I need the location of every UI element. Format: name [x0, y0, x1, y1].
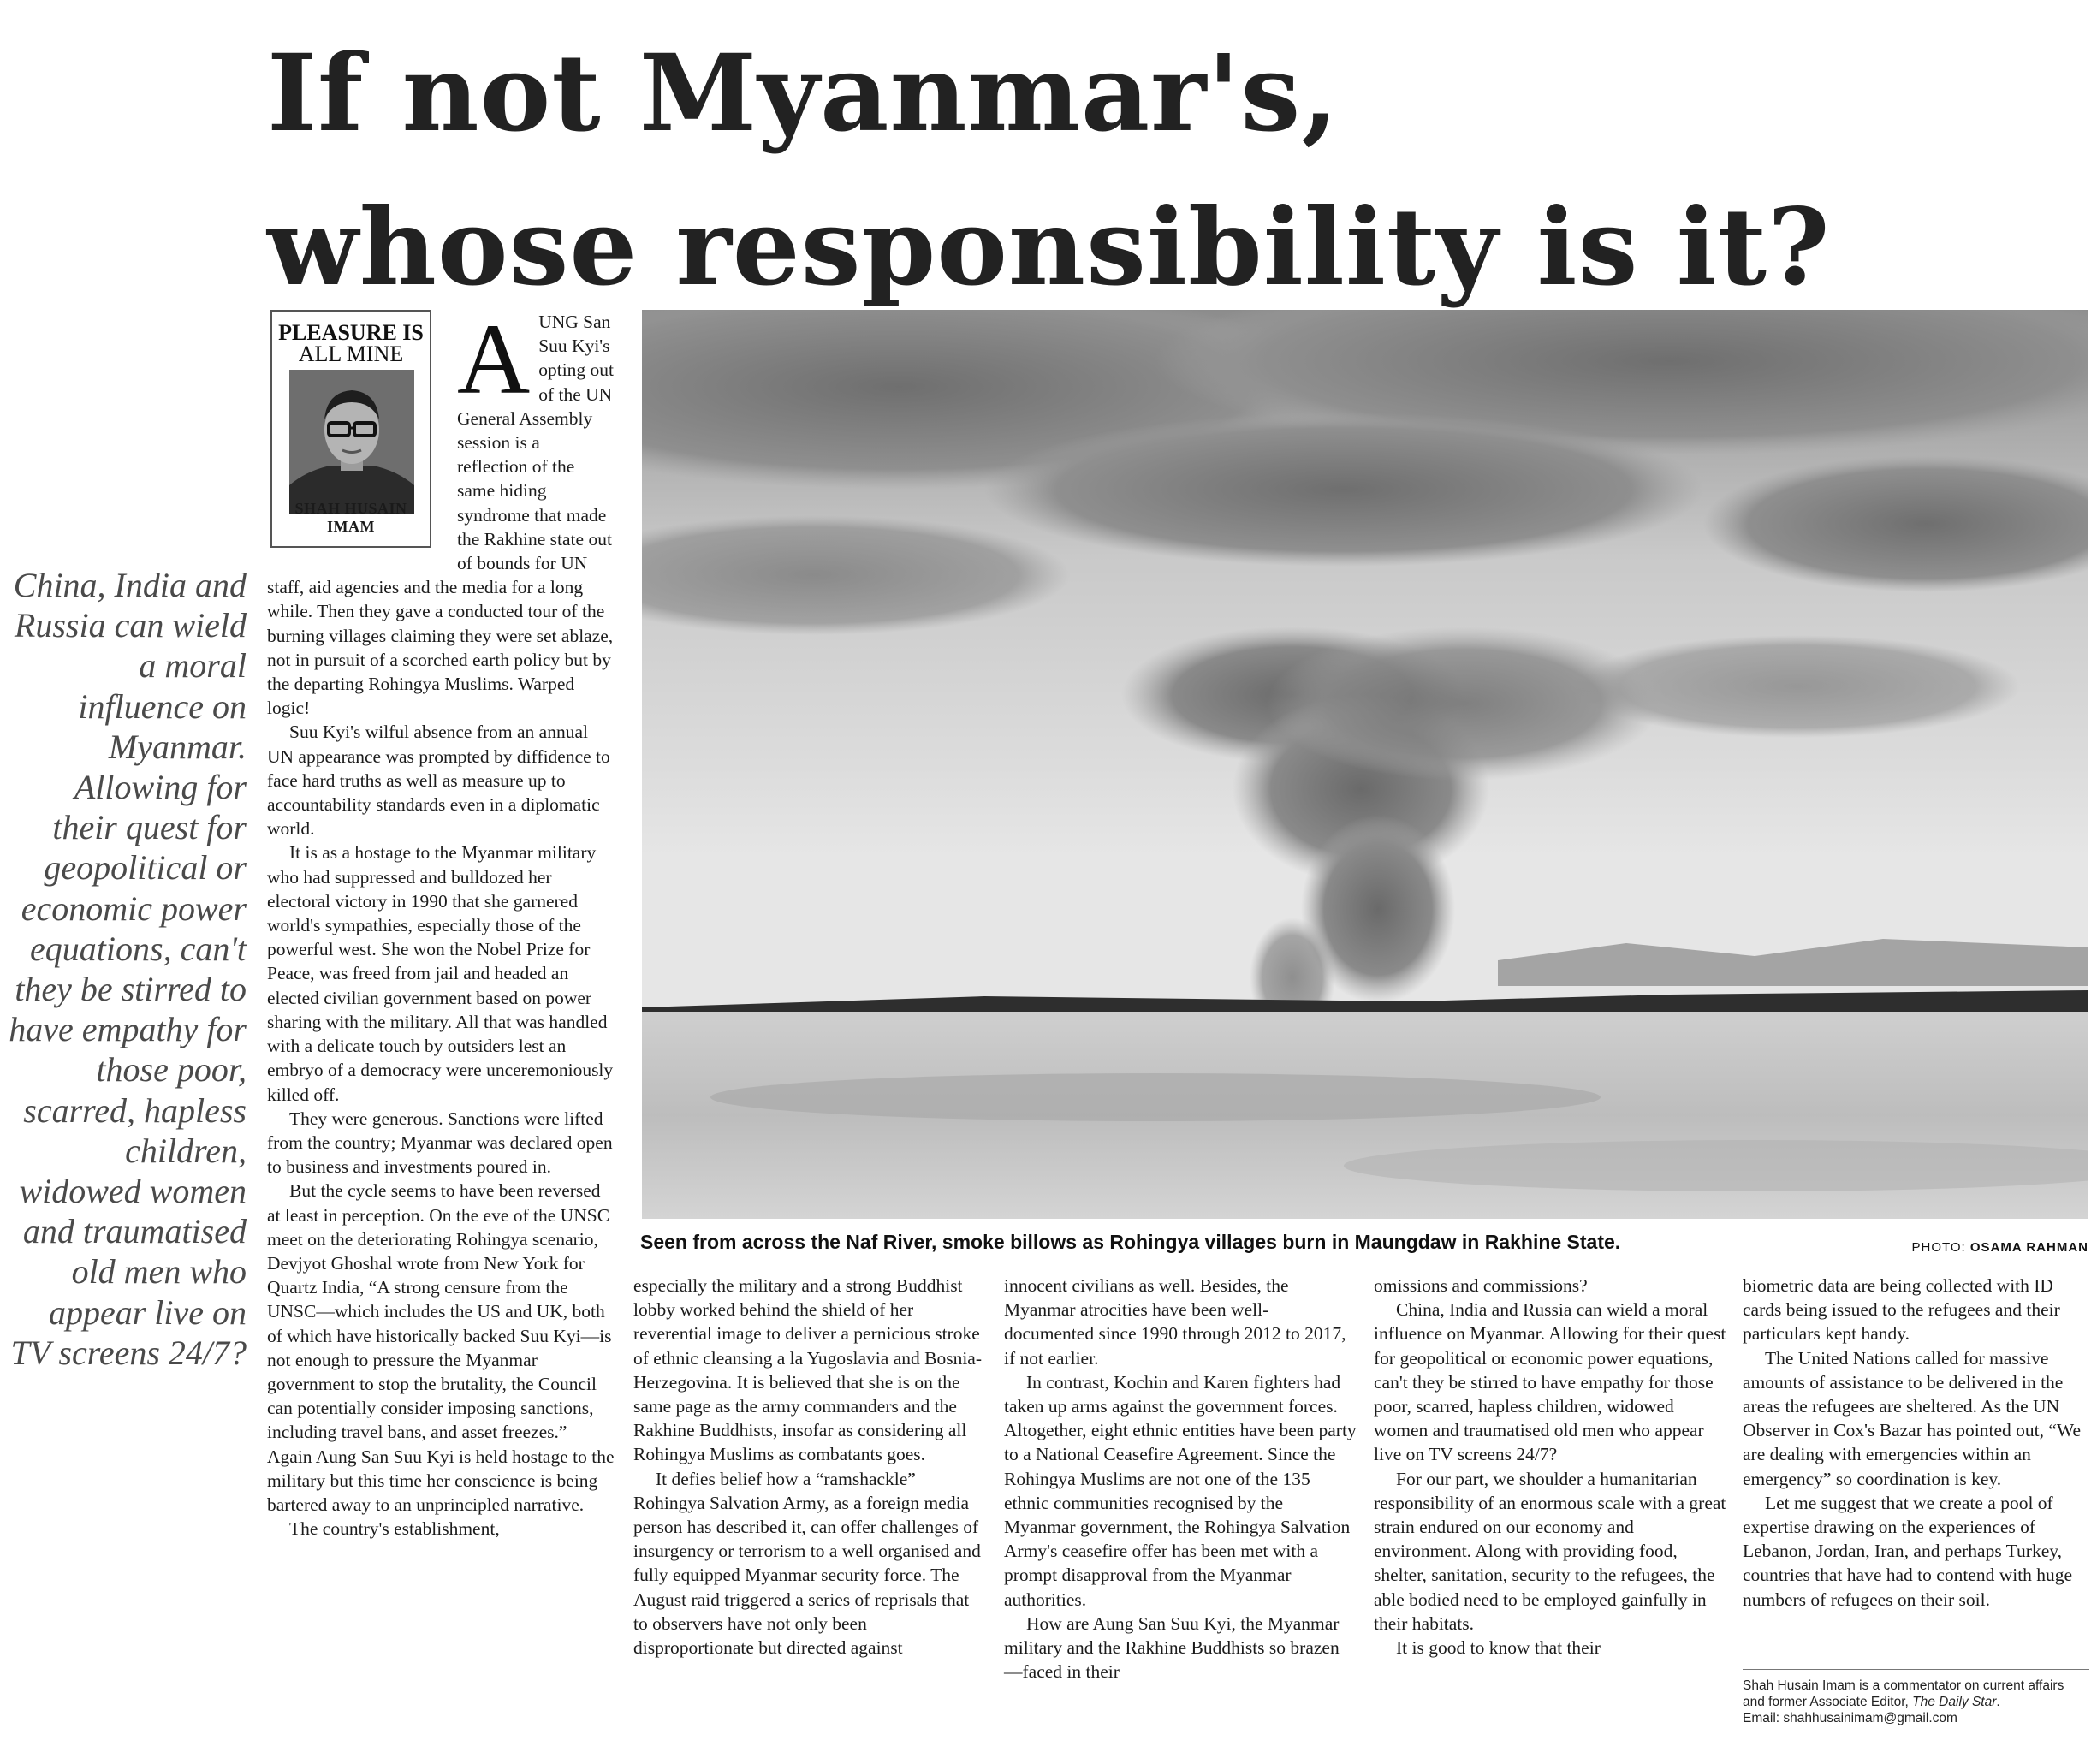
photo-credit [1840, 1240, 2088, 1255]
article-paragraph: It is good to know that their [1396, 1637, 1601, 1659]
article-column-2 [633, 1274, 986, 1660]
article-paragraph: omissions and commissions? [1374, 1275, 1588, 1296]
article-paragraph-lead: AUNG San Suu Kyi's opting out of the UN General Assembly session is a reflection of the same hiding syndrome that made the Rakhine state out of bounds for UN staff, aid agencies and the media for a long while. Then they gave a conducted tour of the burning villages claiming they were set ablaze, not in pursuit of a scorched earth policy but by the departing Rohingya Muslims. Warped logic! [267, 303, 615, 719]
bio-email: Email: shahhusainimam@gmail.com [1743, 1711, 1957, 1725]
headline-line-2: whose responsibility is it? [267, 186, 1831, 310]
column-name-line-2: ALL MINE [298, 342, 404, 366]
drop-cap: A [457, 303, 531, 415]
author-bio [1743, 1678, 2089, 1726]
article-paragraph: The country's establishment, [289, 1518, 500, 1540]
article-paragraph: China, India and Russia can wield a moral influence on Myanmar. Allowing for their quest for geopolitical or economic power equations, can't they be stirred to have empathy for those poor, scarred, hapless children, widowed women and traumatised old men who appear live on TV screens 24/7? [1374, 1299, 1726, 1465]
article-paragraph: biometric data are being collected with ID cards being issued to the refugees and their particulars kept handy. [1743, 1275, 2060, 1345]
article-paragraph: How are Aung San Suu Kyi, the Myanmar military and the Rakhine Buddhists so brazen—faced in their [1004, 1613, 1340, 1683]
article-paragraph: But the cycle seems to have been reversed at least in perception. On the eve of the UNSC meet on the deteriorating Rohingya scenario, Devjyot Ghoshal wrote from New York for Quartz India, “A strong censure from the UNSC—which includes the US and UK, both of which have historically backed Suu Kyi—is not enough to pressure the Myanmar government to stop the brutality, the Council can potentially consider imposing sanctions, including travel bans, and asset freezes.” Again Aung San Suu Kyi is held hostage to the military but this time her conscience is being bartered away to an unprincipled narrative. [267, 1180, 615, 1515]
article-paragraph: especially the military and a strong Buddhist lobby worked behind the shield of her reverential image to deliver a pernicious stroke of ethnic cleansing a la Yugoslavia and Bosnia-Herzegovina. It is believed that she is on the same page as the army commanders and the Rakhine Buddhists, insofar as considering all Rohingya Muslims as combatants goes. [633, 1275, 982, 1465]
photo-credit-name: OSAMA RAHMAN [1969, 1240, 2088, 1255]
column-author-name: SHAH HUSAIN IMAM [294, 500, 407, 535]
article-paragraph: Suu Kyi's wilful absence from an annual UN appearance was prompted by diffidence to face hard truths as well as measure up to accountability standards even in a diplomatic world. [267, 722, 610, 840]
article-paragraph: The United Nations called for massive amounts of assistance to be delivered in the areas the refugees are sheltered. As the UN Observer in Cox's Bazar has pointed out, “We are dealing with emergencies within an emergency” so coordination is key. [1743, 1347, 2082, 1489]
column-name-line-1: PLEASURE IS [278, 320, 424, 345]
article-paragraph: innocent civilians as well. Besides, the Myanmar atrocities have been well-documented since 1990 through 2012 to 2017, if not earlier. [1004, 1275, 1346, 1369]
logo-float-spacer [267, 310, 457, 563]
article-paragraph: They were generous. Sanctions were lifted from the country; Myanmar was declared open to business and investments poured in. [267, 1108, 613, 1178]
article-column-3 [1004, 1274, 1357, 1684]
bio-publication: The Daily Star [1912, 1695, 1997, 1709]
pull-quote: China, India and Russia can wield a moral influence on Myanmar. Allowing for their quest for geopolitical or economic power equations, can't they be stirred to have empathy for those poor, scarred, hapless children, widowed women and traumatised old men who appear live on TV screens 24/7? [9, 566, 247, 1372]
news-photo [642, 310, 2088, 1219]
bio-text-end: . [1996, 1695, 2000, 1709]
article-column-4 [1374, 1274, 1726, 1660]
bio-text: Shah Husain Imam is a commentator on current affairs and former Associate Editor, [1743, 1678, 2064, 1709]
bio-divider [1743, 1669, 2089, 1670]
article-column-1-text [267, 303, 615, 1541]
article-column-5 [1743, 1274, 2089, 1612]
headline-line-1: If not Myanmar's, [267, 32, 1340, 156]
article-paragraph: It is as a hostage to the Myanmar military who had suppressed and bulldozed her electoral victory in 1990 that she garnered world's sympathies, especially those of the powerful west. She won the Nobel Prize for Peace, was freed from jail and headed an elected civilian government based on power sharing with the military. All that was handled with a delicate touch by outsiders lest an embryo of a democracy were unceremoniously killed off. [267, 842, 614, 1105]
article-paragraph: In contrast, Kochin and Karen fighters had taken up arms against the government forces. Altogether, eight ethnic entities have been party to a National Ceasefire Agreement. Since the Rohingya Muslims are not one of the 135 ethnic communities recognised by the Myanmar government, the Rohingya Salvation Army's ceasefire offer has been met with a prompt disapproval from the Myanmar authorities. [1004, 1371, 1357, 1610]
photo-caption: Seen from across the Naf River, smoke billows as Rohingya villages burn in Maungdaw in Rakhine State. [640, 1231, 1621, 1253]
article-paragraph: For our part, we shoulder a humanitarian responsibility of an enormous scale with a great strain endured on our economy and environment. Along with providing food, shelter, sanitation, security to the refugees, the able bodied need to be employed gainfully in their habitats. [1374, 1468, 1726, 1634]
photo-credit-label: PHOTO: [1911, 1240, 1966, 1255]
headline [267, 17, 2064, 325]
article-paragraph: It defies belief how a “ramshackle” Rohingya Salvation Army, as a foreign media person has described it, can offer challenges of insurgency or terrorism to a well organised and fully equipped Myanmar security force. The August raid triggered a series of reprisals that to observers have not only been disproportionate but directed against [633, 1468, 981, 1659]
smoke-landscape-photo [642, 310, 2088, 1219]
article-paragraph: Let me suggest that we create a pool of expertise drawing on the experiences of Lebanon, Jordan, Iran, and perhaps Turkey, countries that have had to contend with huge numbers of refugees on their soil. [1743, 1492, 2073, 1610]
